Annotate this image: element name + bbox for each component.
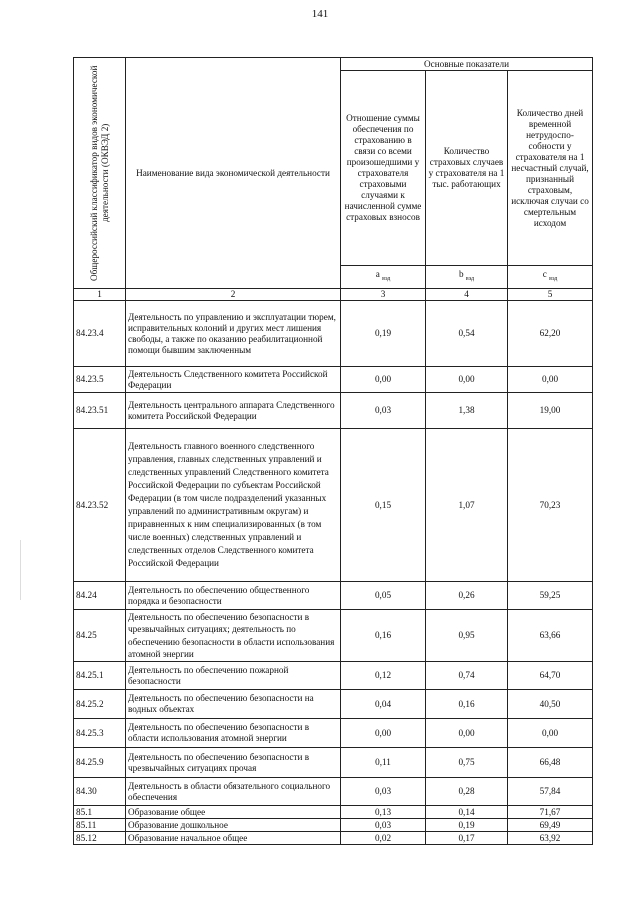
okved-code: 84.23.52 [74,429,126,582]
value-b: 0,74 [426,662,508,690]
value-a: 0,00 [341,367,426,393]
activity-name: Деятельность в области обязательного социального обеспечения [126,778,341,806]
okved-code: 84.25.3 [74,719,126,748]
value-c: 70,23 [508,429,593,582]
table-row [74,690,593,719]
col-a-header: Отношение суммы обеспечения по страхованию в связи со всеми произошедшими у страхователя страховыми случаями к начисленной сумме страховых взносов [341,71,426,266]
table-row [74,748,593,778]
coef-c-subscript: вэд [549,275,558,282]
main-indicators-header: Основные показатели [341,58,593,71]
value-c: 69,49 [508,819,593,832]
value-a: 0,04 [341,690,426,719]
okved-code: 84.23.51 [74,393,126,429]
value-b: 0,16 [426,690,508,719]
value-c: 62,20 [508,301,593,367]
scan-artifact [20,540,21,600]
okved-code: 85.11 [74,819,126,832]
activity-name: Деятельность по обеспечению безопасности в области использования атомной энергии [126,719,341,748]
activity-name: Деятельность Следственного комитета Российской Федерации [126,367,341,393]
coef-c-header [508,266,593,289]
coef-b-subscript: вэд [465,275,475,282]
activity-name: Деятельность по управлению и эксплуатации тюрем, исправительных колоний и других мест лишения свободы, а также по оказанию реабилитационной помощи бывшим заключенным [126,301,341,367]
okved-code: 84.25.1 [74,662,126,690]
value-c: 57,84 [508,778,593,806]
value-b: 0,17 [426,832,508,845]
value-a: 0,00 [341,719,426,748]
value-c: 66,48 [508,748,593,778]
table-row [74,832,593,845]
table-row [74,778,593,806]
okved-code: 84.25.2 [74,690,126,719]
table-row [74,582,593,610]
value-a: 0,03 [341,819,426,832]
value-a: 0,15 [341,429,426,582]
value-b: 0,75 [426,748,508,778]
value-c: 0,00 [508,719,593,748]
coef-a-header [341,266,426,289]
activity-name: Образование начальное общее [126,832,341,845]
activity-name: Образование общее [126,806,341,819]
coef-a-subscript: вэд [382,275,391,282]
table-row [74,301,593,367]
value-c: 63,66 [508,610,593,662]
okved-code: 85.1 [74,806,126,819]
column-number: 3 [341,289,426,301]
activity-name: Деятельность главного военного следственного управления, главных следственных управлений и следственных управлений Следственного комитета Российской Федерации по субъектам Российской Федерации (в том числе подразделений указанных управлений по административным округам) и приравненных к ним специализированных (в том числе военных) следственных управлений и следственных отделов Следственного комитета Российской Федерации [126,429,341,582]
value-c: 0,00 [508,367,593,393]
coef-a-symbol: a [375,269,380,280]
value-b: 0,00 [426,719,508,748]
okved-code: 84.24 [74,582,126,610]
value-a: 0,13 [341,806,426,819]
activity-name: Деятельность по обеспечению пожарной безопасности [126,662,341,690]
value-a: 0,16 [341,610,426,662]
value-b: 0,00 [426,367,508,393]
okved-code: 84.25.9 [74,748,126,778]
value-a: 0,19 [341,301,426,367]
activity-name: Деятельность по обеспечению безопасности в чрезвычайных ситуациях; деятельность по обеспечению безопасности в области использования атомной энергии [126,610,341,662]
value-b: 0,14 [426,806,508,819]
column-number: 1 [74,289,126,301]
column-numbers-row [74,289,593,301]
okved-code: 84.23.5 [74,367,126,393]
value-a: 0,12 [341,662,426,690]
col-b-header: Количество страховых случаев у страхователя на 1 тыс. работающих [426,71,508,266]
column-number: 5 [508,289,593,301]
okved-code: 84.30 [74,778,126,806]
column-number: 4 [426,289,508,301]
table-row [74,610,593,662]
col-c-header: Количество дней временной нетрудоспо-собности у страхователя на 1 несчастный случай, признанный страховым, исключая случаи со смертельным исходом [508,71,593,266]
okved-code: 84.23.4 [74,301,126,367]
value-a: 0,05 [341,582,426,610]
value-b: 0,54 [426,301,508,367]
indicators-table [73,57,593,845]
value-b: 0,28 [426,778,508,806]
coef-b-symbol: b [458,269,464,280]
value-a: 0,11 [341,748,426,778]
coef-b-header [426,266,508,289]
table-row [74,393,593,429]
value-b: 1,07 [426,429,508,582]
value-b: 0,26 [426,582,508,610]
table-row [74,367,593,393]
activity-name: Деятельность по обеспечению общественного порядка и безопасности [126,582,341,610]
header-row-1 [74,58,593,71]
value-c: 63,92 [508,832,593,845]
value-a: 0,03 [341,393,426,429]
table-row [74,662,593,690]
okved-code: 85.12 [74,832,126,845]
activity-name: Деятельность по обеспечению безопасности в чрезвычайных ситуациях прочая [126,748,341,778]
value-a: 0,03 [341,778,426,806]
value-a: 0,02 [341,832,426,845]
value-b: 0,19 [426,819,508,832]
coef-c-symbol: c [542,269,547,280]
value-c: 19,00 [508,393,593,429]
value-c: 59,25 [508,582,593,610]
activity-name: Образование дошкольное [126,819,341,832]
activity-name: Деятельность по обеспечению безопасности на водных объектах [126,690,341,719]
value-c: 40,50 [508,690,593,719]
value-b: 0,95 [426,610,508,662]
value-c: 71,67 [508,806,593,819]
table-row [74,719,593,748]
page-number: 141 [311,8,329,20]
table-row [74,429,593,582]
value-b: 1,38 [426,393,508,429]
table-row [74,806,593,819]
activity-header: Наименование вида экономической деятельности [126,58,341,289]
column-number: 2 [126,289,341,301]
okved-code: 84.25 [74,610,126,662]
value-c: 64,70 [508,662,593,690]
okved-header-cell [74,58,126,289]
activity-name: Деятельность центрального аппарата Следственного комитета Российской Федерации [126,393,341,429]
table-row [74,819,593,832]
okved-header: Общероссийский классификатор видов экономической деятельности (ОКВЭД 2) [88,65,110,281]
